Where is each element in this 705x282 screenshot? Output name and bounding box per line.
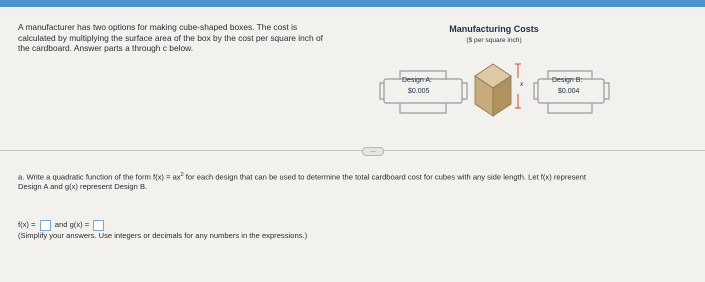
design-b-price: $0.004 — [558, 88, 580, 95]
figure-subtitle: ($ per square inch) — [466, 37, 522, 44]
problem-line-2: calculated by multiplying the surface area of the box by the cost per square inch of — [18, 32, 323, 43]
design-a-price: $0.005 — [408, 88, 430, 95]
part-a-prefix: a. Write a quadratic function of the form — [18, 172, 151, 182]
edge-length-label: x — [520, 81, 524, 88]
and-label: and — [54, 220, 68, 229]
section-divider — [0, 150, 705, 151]
part-a-suffix: for each design that can be used to determine the total cardboard cost for cubes with any side length. Let f(x) represent — [185, 172, 586, 182]
f-answer-input[interactable] — [40, 220, 51, 231]
f-label: f(x) = — [18, 220, 36, 229]
cube-drawing — [475, 64, 511, 116]
design-b-label: Design B: — [552, 77, 583, 84]
part-a-line-2: Design A and g(x) represent Design B. — [18, 182, 148, 192]
answer-row — [18, 219, 106, 231]
figure-title: Manufacturing Costs — [449, 24, 539, 34]
problem-statement — [18, 22, 373, 54]
top-bar — [0, 0, 705, 7]
problem-line-1: A manufacturer has two options for making cube-shaped boxes. The cost is — [18, 22, 298, 32]
function-form: f(x) = ax — [152, 172, 181, 182]
function-exponent: 2 — [180, 172, 184, 178]
manufacturing-costs-figure — [378, 20, 610, 132]
g-label: g(x) = — [69, 220, 90, 229]
expand-more-button[interactable]: ... — [362, 147, 384, 156]
part-a-question — [18, 171, 698, 192]
g-answer-input[interactable] — [93, 220, 104, 231]
simplify-instruction: (Simplify your answers. Use integers or decimals for any numbers in the expressions.) — [18, 231, 308, 240]
problem-line-3: the cardboard. Answer parts a through c below. — [18, 43, 194, 54]
design-a-label: Design A: — [402, 77, 432, 84]
